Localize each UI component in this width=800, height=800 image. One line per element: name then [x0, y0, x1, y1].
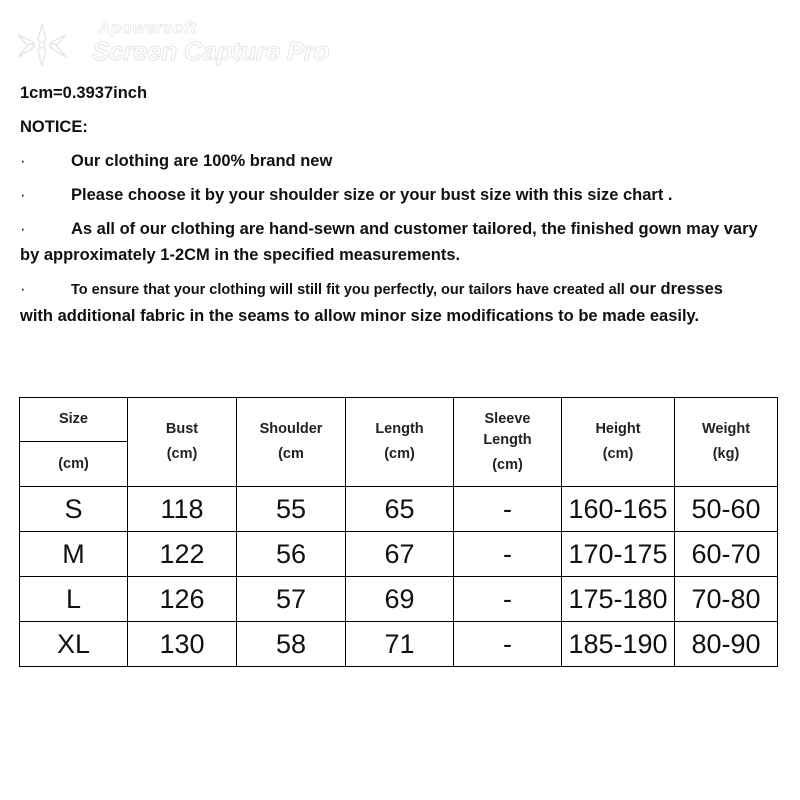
table-row — [20, 622, 778, 667]
cell-weight: 60-70 — [675, 532, 778, 577]
notice-item — [20, 148, 760, 174]
notice-item-text: Our clothing are 100% brand new — [71, 152, 333, 170]
notice-item-text: Please choose it by your shoulder size or your bust size with this size chart . — [71, 186, 673, 204]
cell-bust: 130 — [128, 622, 237, 667]
notice-heading: NOTICE: — [20, 118, 88, 136]
cell-shoulder: 56 — [237, 532, 346, 577]
notice-item — [20, 276, 760, 329]
cell-weight: 80-90 — [675, 622, 778, 667]
cell-height: 160-165 — [562, 487, 675, 532]
notice-item — [20, 182, 760, 208]
cell-length: 67 — [346, 532, 454, 577]
cell-shoulder: 58 — [237, 622, 346, 667]
cell-weight: 50-60 — [675, 487, 778, 532]
header-shoulder: Shoulder (cm — [237, 398, 346, 487]
watermark-product: Screen Capture Pro — [92, 36, 330, 66]
bullet-icon: · — [20, 280, 26, 298]
notice-section — [20, 80, 760, 329]
cell-sleeve-length: - — [454, 487, 562, 532]
table-row — [20, 532, 778, 577]
table-row — [20, 577, 778, 622]
header-size-unit: (cm) — [20, 442, 128, 487]
cell-bust: 118 — [128, 487, 237, 532]
cell-sleeve-length: - — [454, 577, 562, 622]
cell-height: 170-175 — [562, 532, 675, 577]
cell-height: 185-190 — [562, 622, 675, 667]
snowflake-logo-icon — [12, 20, 72, 70]
notice-item — [20, 216, 760, 268]
cell-shoulder: 55 — [237, 487, 346, 532]
header-length: Length (cm) — [346, 398, 454, 487]
table-row — [20, 487, 778, 532]
notice-item-text: As all of our clothing are hand-sewn and customer tailored, the finished gown may vary by approximately 1-2CM in the specified measurements. — [20, 220, 758, 264]
notice-item-text-small: To ensure that your clothing will still fit you perfectly, our tailors have created all — [71, 282, 625, 298]
cell-size: L — [20, 577, 128, 622]
cell-length: 69 — [346, 577, 454, 622]
cell-height: 175-180 — [562, 577, 675, 622]
watermark-brand: Apowersoft — [98, 18, 197, 37]
notice-item-text: our dresses with additional fabric in the seams to allow minor size modifications to be made easily. — [20, 280, 723, 325]
header-weight: Weight (kg) — [675, 398, 778, 487]
cell-bust: 126 — [128, 577, 237, 622]
cell-length: 65 — [346, 487, 454, 532]
header-height: Height (cm) — [562, 398, 675, 487]
cell-size: XL — [20, 622, 128, 667]
cell-sleeve-length: - — [454, 622, 562, 667]
cell-shoulder: 57 — [237, 577, 346, 622]
unit-conversion: 1cm=0.3937inch — [20, 84, 148, 102]
bullet-icon: · — [20, 186, 26, 204]
cell-length: 71 — [346, 622, 454, 667]
header-bust: Bust (cm) — [128, 398, 237, 487]
header-size: Size — [20, 398, 128, 442]
bullet-icon: · — [20, 152, 26, 170]
size-chart-table — [19, 397, 778, 667]
bullet-icon: · — [20, 220, 26, 238]
header-sleeve-length: Sleeve Length (cm) — [454, 398, 562, 487]
watermark — [8, 10, 368, 68]
cell-size: M — [20, 532, 128, 577]
cell-bust: 122 — [128, 532, 237, 577]
cell-size: S — [20, 487, 128, 532]
cell-weight: 70-80 — [675, 577, 778, 622]
cell-sleeve-length: - — [454, 532, 562, 577]
